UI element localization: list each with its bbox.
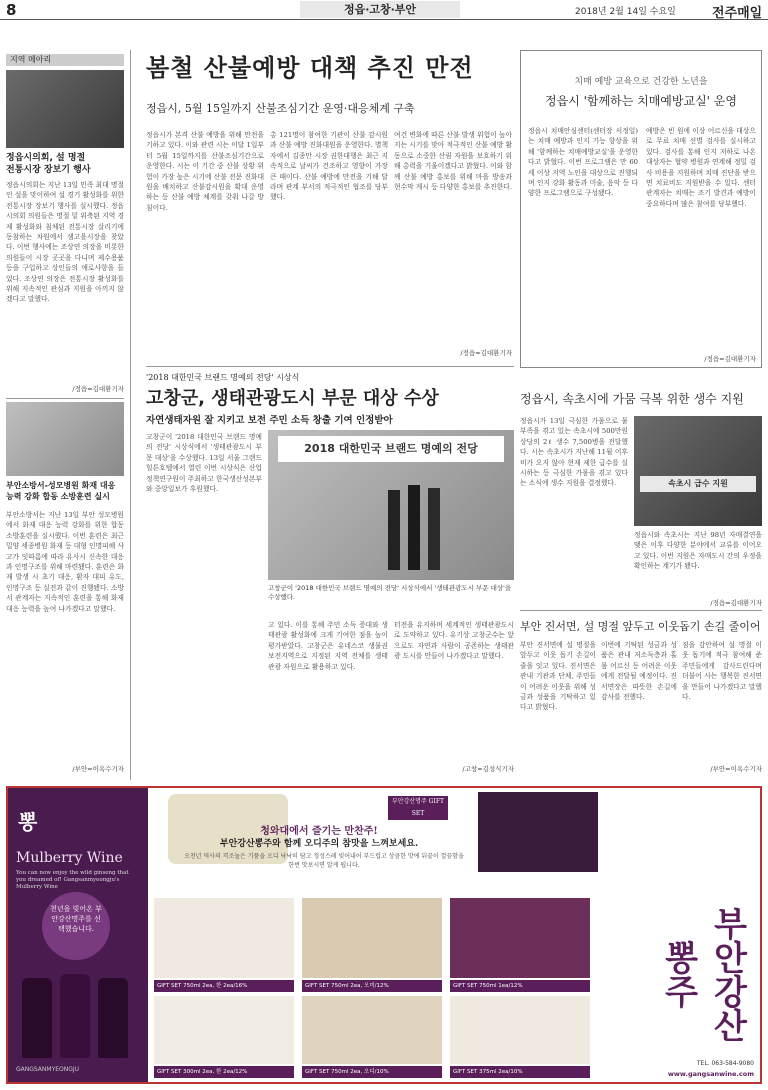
neighbors-body-col2: 이번에 기탁된 성금과 성품은 관내 저소득층과 홀몸 어르신 등 어려운 이웃에게 전달될 예정이다. 진서면장은 따뜻한 손길에 감사를 전했다. [601,641,677,702]
ad-gift-set-5: GIFT SET 750ml 2ea, 오디/10% [302,1066,442,1078]
ad-gift-set-4: GIFT SET 300ml 2ea, 한 2ea/12% [154,1066,294,1078]
ad-company: GANGSANMYEONGJU [16,1066,80,1073]
sidebar-story2-body: 부안소방서는 지난 13일 부안 성모병원에서 화재 대응 능력 강화를 위한 합동 소방훈련을 실시했다. 이번 훈련은 최근 밀양 세종병원 화재 등 대형 인명피해 사고가 잇따름에 따라 유사시 신속한 대응과 인명구조를 위해 마련됐다. 훈련은 화재 발생 시 초기 대응, 환자 대피 유도, 인명구조 등 실전과 같이 진행됐다. 소방서 관계자는 지속적인 훈련을 통해 화재 대응 능력을 높여 나가겠다고 말했다. [6,511,124,613]
dementia-body-col1: 정읍시 치매안심센터(센터장 서정일)는 치매 예방과 인지 기능 향상을 위해 '함께하는 치매예방교실'을 운영한다고 밝혔다. 이번 프로그램은 만 60세 이상 지역 노인을 대상으로 진행되며 인지 강화 활동과 미술, 음악 등 다양한 프로그램으로 구성됐다. [528,127,638,198]
award-byline: /고창=김성식기자 [462,765,514,773]
lead-subtitle: 정읍시, 5월 15일까지 산불조심기간 운영·대응체계 구축 [146,102,415,115]
column-rule [130,50,131,780]
award-body-col3: 터전을 유지하며 세계적인 생태관광도시로 도약하고 있다. 유기상 고창군수는 앞으로도 자연과 사람이 공존하는 생태관광 도시를 만들어 나가겠다고 말했다. [394,621,514,661]
ad-gift-box-4 [154,996,294,1064]
sidebar-kicker-label: 지역 메아리 [6,54,124,66]
neighbors-body-col3: 점을 감안하여 설 명절 이웃 돕기에 적극 참여해 준 주민들에게 감사드린다며 더불어 사는 행복한 진서면을 만들어 나가겠다고 말했다. [682,641,762,702]
ad-calligraphy: 부안강산 뽕주 [658,906,747,1042]
ad-website: www.gangsanwine.com [667,1070,754,1078]
council-photo [6,70,124,148]
ad-gift-box-3 [450,898,590,978]
ad-brand-logo: 뽕 [18,810,38,834]
water-title: 정읍시, 속초시에 가뭄 극복 위한 생수 지원 [520,392,744,406]
ad-headline: 청와대에서 즐기는 만찬주! [260,826,378,837]
page-number: 8 [6,1,17,19]
issue-date: 2018년 2월 14일 수요일 [575,7,676,17]
ad-bottle-3 [98,978,128,1058]
award-photo [268,430,514,580]
award-subtitle: 자연생태자원 잘 지키고 보전 주민 소득 창출 기여 인정받아 [146,415,393,426]
lead-byline: /정읍=김대환기자 [460,349,512,357]
section-title: 정읍·고창·부안 [300,1,460,18]
sidebar-story1-title: 정읍시의회, 설 명절 전통시장 장보기 행사 [6,153,91,175]
award-body-col1: 고창군이 '2018 대한민국 브랜드 명예의 전당' 시상식에서 '생태관광도시 부문 대상'을 수상했다. 13일 서울 그랜드힐튼호텔에서 열린 이번 시상식은 산업정책연구원이 주최하고 한국생산성본부와 중앙일보가 후원했다. [146,433,262,494]
neighbors-byline: /부안=이옥수기자 [710,765,762,773]
lead-body-col2: 총 121명이 참여한 기관이 산불 감시원과 산불 예방 진화대원을 운영한다. 별책자에서 김종만 시장 권한대행은 최근 지속적으로 날씨가 건조하고 영향이 가장 큰 때이다. 산불 예방에 만전을 기해 달라며 관계 부서의 적극적인 협조를 당부했다. [270,131,388,202]
water-photo-banner: 속초시 급수 지원 [640,476,756,492]
water-body-col1: 정읍시가 13일 극심한 가뭄으로 물 부족을 겪고 있는 속초시에 500만원 상당의 2ℓ 생수 7,500병을 전달했다. 시는 속초시가 지난해 11월 이후 비가 오지 않아 현재 제한 급수를 실시하는 등 극심한 가뭄을 겪고 있다는 소식에 생수 지원을 결정했다. [520,417,628,488]
ad-phone: TEL. 063-584-9080 [696,1060,754,1067]
award-top-rule [146,366,514,367]
water-photo [634,416,762,526]
ad-gift-set-3: GIFT SET 750ml 1ea/12% [450,980,590,992]
ad-bottle-1 [22,978,52,1058]
lead-body-col1: 정읍시가 본격 산불 예방을 위해 만전을 기하고 있다. 이와 관련 시는 이달 1일부터 5월 15일까지를 산불조심기간으로 운영한다. 시는 이 기간 중 산불 상황 위험이 가장 높은 시기에 산불 전문 진화대원을 배치하고 산불감시원을 확대 운영하는 등 산불 예방 체계를 갖춰 나갈 방침이다. [146,131,264,212]
dementia-body-col2: 예방은 빈 원에 이상 어르신을 대상으로 무료 치매 선별 검사를 실시하고 있다. 검사를 통해 인지 저하로 나온 대상자는 협약 병원과 연계해 정밀 검사 비용을 지원하며 치매 진단을 받으면 치료비도 지원받을 수 있다. 센터 관계자는 치매는 조기 발견과 예방이 중요하다며 많은 참여를 당부했다. [646,127,756,208]
ad-product-sub: You can now enjoy the wild ginseng that you dreamed of! Gangsanmyeongju's Mulberry Wine [16,870,129,890]
ad-berry-photo [478,792,598,872]
ad-gift-box-1 [154,898,294,978]
ad-gift-box-5 [302,996,442,1064]
ad-headline2: 부안강산뽕주와 함께 오디주의 참맛을 느껴보세요. [219,839,419,849]
sidebar-divider [6,398,124,399]
award-title: 고창군, 생태관광도시 부문 대상 수상 [146,388,439,409]
award-caption: 고창군이 '2018 대한민국 브랜드 명예의 전당' 시상식에서 '생태관광도시 부문 대상'을 수상했다. [268,584,512,601]
ad-description: 오천년 역사의 격조높은 기품을 오디 낙낙히 담고 정성스레 빚어내어 부드럽고 상큼한 맛에 뒤끝이 깔끔함을 한번 맛보시면 알게 됩니다. [184,853,464,869]
sidebar-story2-title: 부안소방서-성모병원 화재 대응 능력 강화 합동 소방훈련 실시 [6,481,116,501]
paper-name: 전주매일 [712,6,763,21]
lead-title: 봄철 산불예방 대책 추진 만전 [146,54,474,82]
sidebar-story1-byline: /정읍=김대환기자 [72,385,124,393]
ad-gift-set-2: GIFT SET 750ml 2ea, 오미/12% [302,980,442,992]
mulberry-wine-ad [6,786,762,1084]
ad-gift-set-6: GIFT SET 375ml 2ea/10% [450,1066,590,1078]
dementia-byline: /정읍=김대환기자 [704,355,756,363]
award-kicker: '2018 대한민국 브랜드 명예의 전당' 시상식 [146,373,300,382]
ad-gift-box-6 [450,996,590,1064]
sidebar-story1-body: 정읍시의회는 지난 13일 민족 최대 명절인 설을 맞이하여 설 경기 활성화를 위한 전통시장 장보기 행사를 실시했다. 정읍시의회 의원들은 명절 밑 위축된 지역 경제 활성화와 침체된 전통시장 살리기에 동참하는 차원에서 샘고을시장을 찾았다. 이번 행사에는 조상연 의장을 비롯한 의원들이 시장 곳곳을 다니며 제수용품 등을 구입하고 상인들의 애로사항을 들었다. 조상연 의장은 전통시장 활성화를 위해 지속적인 관심과 지원을 아끼지 않겠다고 말했다. [6,181,124,304]
water-body-col2: 정읍시와 속초시는 지난 98년 자매결연을 맺은 이후 다양한 분야에서 교류를 이어오고 있다. 이번 지원은 자매도시 간의 우정을 확인하는 계기가 됐다. [634,531,762,571]
dementia-kicker: 치매 예방 교육으로 건강한 노년을 [574,77,708,87]
ad-product-en: Mulberry Wine [16,850,123,866]
lead-body-col3: 여건 변화에 따른 산불 발생 위험이 높아지는 시기를 맞아 적극적인 산불 예방 활동으로 소중한 산림 자원을 보호하기 위해 총력을 기울이겠다고 밝혔다. 이와 함께 산불 예방 홍보를 위해 마을 방송과 현수막 게시 등 다양한 홍보를 추진한다. [394,131,512,192]
neighbors-title: 부안 진서면, 설 명절 앞두고 이웃돕기 손길 줄이어 [520,620,761,633]
award-figure-1 [388,490,400,570]
ad-mascot-label: 부안강산명주 GIFT SET [388,796,448,820]
ad-gift-set-1: GIFT SET 750ml 2ea, 한 2ea/16% [154,980,294,992]
award-body-col2: 고 있다. 이를 통해 주민 소득 증대와 생태관광 활성화에 크게 기여한 점을 높이 평가받았다. 고창군은 유네스코 생물권보전지역으로 지정된 지역 전체를 생태관광 자원으로 활용하고 있다. [268,621,388,671]
sidebar-story2-byline: /부안=이옥수기자 [72,765,124,773]
water-byline: /정읍=김대환기자 [710,599,762,607]
ad-bottle-2 [60,974,90,1058]
award-photo-banner: 2018 대한민국 브랜드 명예의 전당 [278,436,504,462]
ad-seal: 천년을 빚어온 부안강산명주를 선택했습니다. [42,892,110,960]
fire-drill-photo [6,402,124,476]
dementia-title: 정읍시 '함께하는 치매예방교실' 운영 [545,94,737,108]
ad-left-panel [8,788,148,1082]
award-figure-2 [408,485,420,570]
neighbors-body-col1: 부안 진서면에 설 명절을 앞두고 이웃 돕기 손길이 줄을 잇고 있다. 진서면은 관내 기관과 단체, 주민들이 어려운 이웃을 위해 성금과 성품을 기탁하고 있다고 밝혔다. [520,641,596,712]
award-figure-3 [428,488,440,570]
ad-gift-box-2 [302,898,442,978]
sidebar-kicker [6,54,124,66]
water-divider [520,610,762,611]
